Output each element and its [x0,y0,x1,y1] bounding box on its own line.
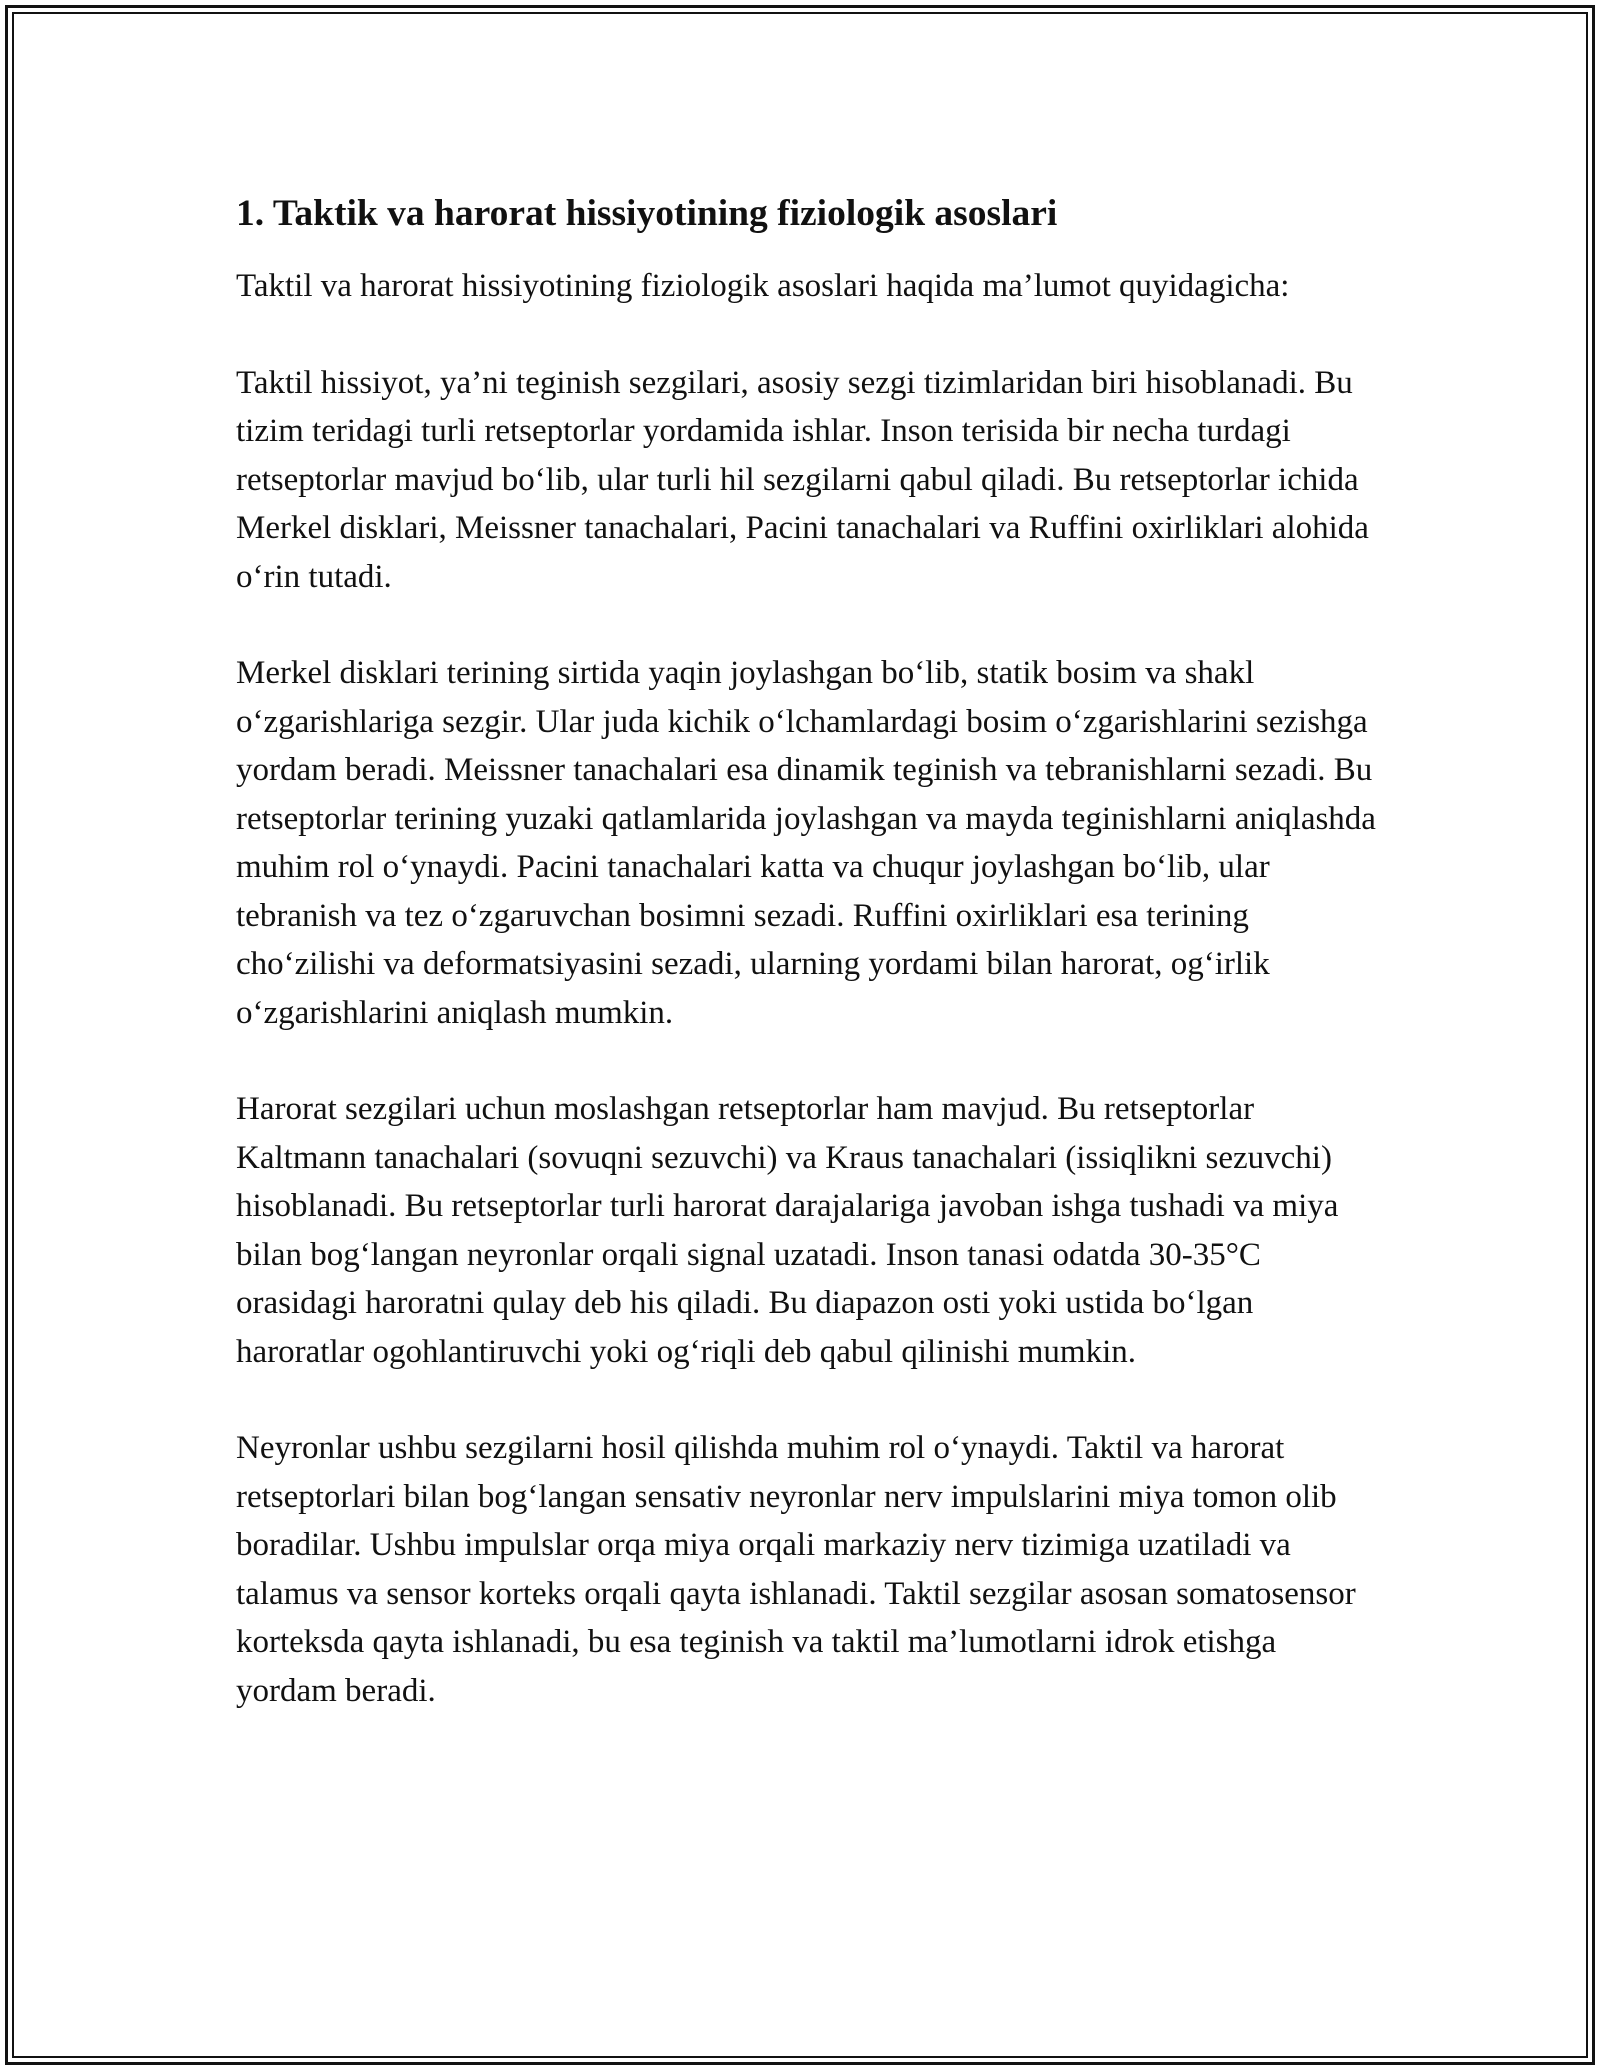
paragraph-temperature: Harorat sezgilari uchun moslashgan retseptorlar ham mavjud. Bu retseptorlar Kaltmann tanachalari (sovuqni sezuvchi) va Kraus tanachalari (issiqlikni sezuvchi) hisoblanadi. Bu retseptorlar turli harorat darajalariga javoban ishga tushadi va miya bilan bog‘langan neyronlar orqali signal uzatadi. Inson tanasi odatda 30-35°C orasidagi haroratni qulay deb his qiladi. Bu diapazon osti yoki ustida bo‘lgan haroratlar ogohlantiruvchi yoki og‘riqli deb qabul qilinishi mumkin. [236,1091,1339,1370]
paragraph-neurons: Neyronlar ushbu sezgilarni hosil qilishda muhim rol o‘ynaydi. Taktil va harorat retseptorlari bilan bog‘langan sensativ neyronlar nerv impulslarini miya tomon olib boradilar. Ushbu impulslar orqa miya orqali markaziy nerv tizimiga uzatiladi va talamus va sensor korteks orqali qayta ishlanadi. Taktil sezgilar asosan somatosensor korteksda qayta ishlanadi, bu esa teginish va taktil ma’lumotlarni idrok etishga yordam beradi. [236,1430,1356,1709]
section-heading: 1. Taktik va harorat hissiyotining fiziologik asoslari [236,193,1058,234]
paragraph-receptors: Merkel disklari terining sirtida yaqin joylashgan bo‘lib, statik bosim va shakl o‘zgarishlariga sezgir. Ular juda kichik o‘lchamlardagi bosim o‘zgarishlarini sezishga yordam beradi. Meissner tanachalari esa dinamik teginish va tebranishlarni sezadi. Bu retseptorlar terining yuzaki qatlamlarida joylashgan va mayda teginishlarni aniqlashda muhim rol o‘ynaydi. Pacini tanachalari katta va chuqur joylashgan bo‘lib, ular tebranish va tez o‘zgaruvchan bosimni sezadi. Ruffini oxirliklari esa terining cho‘zilishi va deformatsiyasini sezadi, ularning yordami bilan harorat, og‘irlik o‘zgarishlarini aniqlash mumkin. [236,655,1376,1031]
paragraph-intro: Taktil va harorat hissiyotining fiziologik asoslari haqida ma’lumot quyidagicha: [236,268,1290,304]
paragraph-tactile-sense: Taktil hissiyot, ya’ni teginish sezgilari, asosiy sezgi tizimlaridan biri hisoblanadi. Bu tizim teridagi turli retseptorlar yordamida ishlar. Inson terisida bir necha turdagi retseptorlar mavjud bo‘lib, ular turli hil sezgilarni qabul qiladi. Bu retseptorlar ichida Merkel disklari, Meissner tanachalari, Pacini tanachalari va Ruffini oxirliklari alohida o‘rin tutadi. [236,364,1369,595]
document-body [236,186,1376,1763]
